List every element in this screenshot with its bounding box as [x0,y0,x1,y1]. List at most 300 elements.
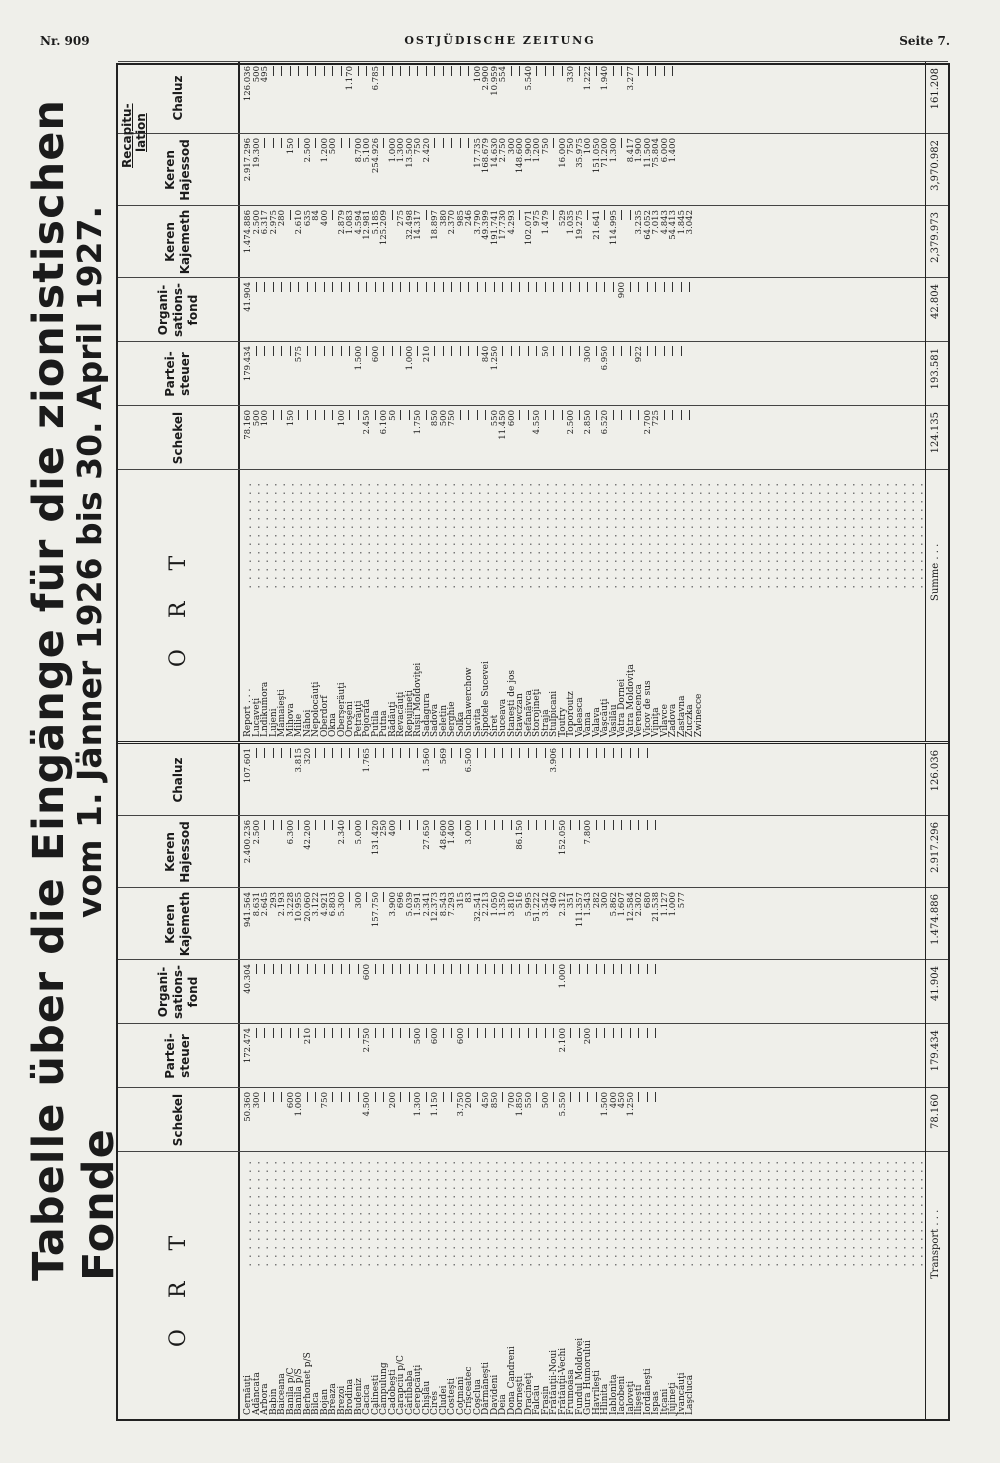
empty-dash [273,410,274,420]
values-parteisteuer [244,346,948,404]
value-cell [312,282,321,340]
value-cell [516,346,525,404]
value-cell [448,748,457,814]
empty-dash [579,1092,580,1102]
empty-dash [332,1092,333,1102]
empty-dash [341,748,342,758]
value-cell: 2.610 [294,210,304,235]
value-cell [652,66,661,132]
place-name: Milie [294,713,304,737]
value-cell [635,282,644,340]
value-cell: 5.039 [404,892,415,917]
value-cell: 3.122 [311,892,321,917]
value-cell [610,1028,619,1086]
empty-dash [434,66,435,76]
empty-dash [553,410,554,420]
empty-dash [647,346,648,356]
empty-dash [485,1028,486,1038]
empty-dash [570,282,571,292]
place-name: Havrileşti [591,1370,602,1415]
value-cell: 100 [260,410,270,427]
place-name: Vijniţa [651,707,661,737]
value-cell [338,282,347,340]
value-cell: 1.474.886 [243,210,253,254]
value-cell: 1.845 [676,210,687,235]
value-cell: 300 [583,346,593,363]
value-cell: 42.200 [302,820,313,850]
empty-dash [468,346,469,356]
value-cell [440,1028,449,1086]
place-name: Crişceatec [464,1366,474,1415]
empty-dash [519,964,520,974]
place-name: Stulpicani [549,690,559,737]
empty-dash [383,964,384,974]
value-cell [389,964,398,1022]
empty-dash [638,282,639,292]
value-cell [440,66,449,132]
empty-dash [341,282,342,292]
value-cell [652,820,661,886]
empty-dash [324,346,325,356]
empty-dash [511,820,512,830]
empty-dash [349,138,350,148]
value-cell [474,282,483,340]
value-cell: 21.641 [591,210,602,240]
empty-dash [324,820,325,830]
empty-dash [621,346,622,356]
value-cell [474,1028,483,1086]
place-name: Ispas [651,1391,661,1415]
empty-dash [358,1028,359,1038]
value-cell: 32.498 [404,210,415,240]
empty-dash [630,410,631,420]
empty-dash [511,346,512,356]
value-cell [261,346,270,404]
value-cell: 246 [464,210,474,227]
value-cell [644,346,653,404]
values-kajemeth [244,210,948,276]
value-cell [491,748,500,814]
place-name: Banila p/S [294,1368,304,1415]
value-cell: 6.300 [285,820,296,845]
value-cell: 4.594 [353,210,364,235]
value-cell: 1.500 [600,1092,610,1117]
value-cell [295,66,304,132]
empty-dash [562,410,563,420]
value-cell: 17.735 [472,138,483,168]
value-cell [431,138,440,204]
empty-dash [460,964,461,974]
empty-dash [485,410,486,420]
value-cell [576,964,585,1022]
value-cell: 300 [353,892,364,909]
value-cell: 7.013 [651,210,661,235]
value-cell [678,346,687,404]
value-cell: 125.209 [379,210,389,246]
value-cell: 554 [498,66,508,83]
value-cell [601,748,610,814]
value-cell [321,1028,330,1086]
value-cell: 1.000 [404,346,415,371]
empty-dash [451,1092,452,1102]
empty-dash [460,282,461,292]
value-cell: 150 [285,410,296,427]
empty-dash [494,748,495,758]
empty-dash [307,964,308,974]
value-cell [465,410,474,468]
empty-dash [400,820,401,830]
value-cell: 320 [302,748,313,765]
value-cell [610,346,619,404]
value-cell [261,1092,270,1150]
value-cell [533,66,542,132]
value-cell: 5.185 [370,210,381,235]
place-name: Siret [489,714,500,737]
empty-dash [511,282,512,292]
empty-dash [264,1092,265,1102]
empty-dash [400,1092,401,1102]
place-name: Babin [268,1388,279,1415]
empty-dash [638,748,639,758]
value-cell: 48.600 [438,820,449,850]
column-ort [238,469,948,741]
value-cell: 3.228 [285,892,296,917]
empty-dash [579,346,580,356]
value-cell: 900 [617,282,627,299]
column-parteisteuer [238,1023,948,1088]
place-name: Chişlău [421,1380,432,1415]
header-schekel: Schekel [118,405,238,470]
place-name: Câmpulung [379,1362,389,1415]
place-name: Falcău [532,1384,542,1415]
value-cell [431,346,440,404]
value-cell [431,66,440,132]
place-name: Deia [498,1394,508,1415]
values-organisationsfond [244,964,948,1022]
value-cell [474,964,483,1022]
value-cell [635,66,644,132]
value-cell: 1.750 [413,410,423,435]
value-cell [389,66,398,132]
value-cell: 2.879 [336,210,347,235]
value-cell [414,282,423,340]
value-cell [329,346,338,404]
value-cell [329,1028,338,1086]
value-cell: 3.810 [506,892,517,917]
value-cell: 850 [430,410,440,427]
value-cell: 11.500 [642,138,653,168]
empty-dash [315,748,316,758]
value-cell: 126.036 [243,66,253,102]
value-cell [678,282,687,340]
place-name: Okna [328,713,338,737]
value-cell [253,964,262,1022]
value-cell: 1.350 [498,892,508,917]
value-cell [304,410,313,468]
empty-dash [375,410,376,420]
value-cell [567,282,576,340]
value-cell [550,282,559,340]
empty-dash [604,282,605,292]
column-schekel [238,405,948,470]
value-cell: 2.341 [421,892,432,917]
empty-dash [630,346,631,356]
value-cell: 300 [506,138,517,155]
value-cell [482,820,491,886]
empty-dash [528,410,529,420]
empty-dash [349,820,350,830]
empty-dash [689,282,690,292]
empty-dash [383,346,384,356]
value-cell [644,66,653,132]
place-name: Arbora [260,1383,270,1415]
place-name: Sefanăvca [523,690,534,737]
empty-dash [281,1028,282,1038]
place-name: Cernăuţi [243,1375,253,1415]
header-schekel: Schekel [118,1087,238,1152]
empty-dash [477,820,478,830]
value-cell: 3.542 [540,892,551,917]
empty-dash [281,964,282,974]
value-cell: 83 [464,892,474,903]
value-cell: 6.100 [379,410,389,435]
value-cell [312,964,321,1022]
empty-dash [553,210,554,220]
place-name: Zuczka [685,704,695,737]
value-cell: 10.955 [294,892,304,922]
empty-dash [638,66,639,76]
place-name: Report . . . [243,688,253,737]
empty-dash [587,210,588,220]
empty-dash [264,346,265,356]
place-name: Pojorâta [362,699,372,737]
value-cell [372,748,381,814]
value-cell [346,1092,355,1150]
empty-dash [324,66,325,76]
value-cell: 1.127 [659,892,670,917]
value-cell [542,282,551,340]
value-cell [508,346,517,404]
value-cell [508,282,517,340]
value-cell: 18.897 [430,210,440,240]
value-cell: 1.479 [540,210,551,235]
empty-dash [324,282,325,292]
value-cell [329,748,338,814]
value-cell: 8.417 [625,138,636,163]
value-cell [457,66,466,132]
place-name: Budeniz [353,1378,364,1415]
empty-dash [392,1028,393,1038]
empty-dash [383,66,384,76]
empty-dash [587,282,588,292]
empty-dash [375,964,376,974]
value-cell: 14.630 [489,138,500,168]
value-cell: 280 [277,210,287,227]
empty-dash [536,66,537,76]
value-cell: 1.000 [294,1092,304,1117]
empty-dash [502,748,503,758]
place-name: Mihova [285,703,296,737]
header-ort: O R T [118,1151,238,1419]
empty-dash [536,282,537,292]
place-name: Seletin [438,705,449,737]
empty-dash [392,346,393,356]
fund-table [116,63,950,1421]
value-cell: 32.541 [472,892,483,922]
value-cell [312,748,321,814]
place-name: Lndikumora [260,681,270,737]
empty-dash [621,66,622,76]
value-cell [312,346,321,404]
value-cell [542,410,551,468]
value-cell [644,282,653,340]
empty-dash [426,410,427,420]
column-kajemeth [238,205,948,278]
value-cell [644,1028,653,1086]
value-cell: 1.765 [362,748,372,773]
empty-dash [570,964,571,974]
value-cell: 7.800 [583,820,593,845]
value-cell: 100 [472,66,483,83]
value-cell: 3.900 [387,892,398,917]
place-name: Vicov de sus [642,680,653,737]
place-name: Vasilău [608,704,619,737]
empty-dash [426,1092,427,1102]
empty-dash [553,282,554,292]
header-hajessod: Keren Hajessod [118,815,238,888]
value-cell [457,282,466,340]
value-cell [525,820,534,886]
value-cell [576,748,585,814]
empty-dash [443,138,444,148]
value-cell [414,964,423,1022]
value-cell [567,820,576,886]
value-cell: 200 [583,1028,593,1045]
place-name: Frasin [540,1385,551,1415]
empty-dash [579,748,580,758]
value-cell [329,282,338,340]
value-cell [584,748,593,814]
value-cell: 64.052 [642,210,653,240]
value-cell [380,346,389,404]
total-row [925,62,948,741]
value-cell [304,282,313,340]
empty-dash [647,748,648,758]
empty-dash [647,820,648,830]
value-cell [338,964,347,1022]
place-name: Bojan [319,1389,330,1415]
value-cell: 152.050 [557,820,568,856]
value-cell: 750 [319,1092,330,1109]
table-body [238,744,948,1419]
empty-dash [655,820,656,830]
empty-dash [332,1028,333,1038]
empty-dash [315,1028,316,1038]
empty-dash [502,1092,503,1102]
place-name: Staneşti de jos [506,669,517,737]
empty-dash [307,346,308,356]
value-cell [635,820,644,886]
place-name: Ivancăuţi [676,1372,687,1415]
place-name: Sadova [430,703,440,737]
value-cell [397,964,406,1022]
value-cell [457,410,466,468]
place-name: Vatra Dornei [617,678,627,737]
empty-dash [281,410,282,420]
place-name: Zastavna [676,695,687,737]
value-cell: 600 [430,1028,440,1045]
value-cell: 3.790 [472,210,483,235]
values-organisationsfond [244,282,948,340]
place-name: Iablonita [608,1374,619,1415]
value-cell [457,138,466,204]
value-cell: 10.959 [489,66,500,96]
value-cell [397,1028,406,1086]
place-name: Dorneşti [515,1375,525,1415]
value-cell: 78.160 [243,410,253,440]
empty-dash [383,748,384,758]
value-cell [380,282,389,340]
value-cell: 12.981 [362,210,372,240]
empty-dash [468,66,469,76]
empty-dash [621,820,622,830]
value-cell: 148.600 [515,138,525,174]
value-cell: 600 [285,1092,296,1109]
value-cell: 1.150 [430,1092,440,1117]
empty-dash [264,282,265,292]
value-cell: 5.862 [608,892,619,917]
place-name: Zwinecce [693,693,704,737]
value-cell: 700 [506,1092,517,1109]
value-cell [508,748,517,814]
value-cell: 2.450 [362,410,372,435]
value-cell: 151.050 [591,138,602,174]
empty-dash [655,346,656,356]
value-cell: 2.750 [498,138,508,163]
value-cell: 111.357 [574,892,585,928]
value-cell [669,282,678,340]
value-cell [542,964,551,1022]
value-cell [559,282,568,340]
empty-dash [596,346,597,356]
empty-dash [264,1028,265,1038]
value-cell [312,66,321,132]
value-cell: 12.584 [625,892,636,922]
empty-dash [417,66,418,76]
value-cell: 3.042 [685,210,695,235]
empty-dash [596,1028,597,1038]
empty-dash [511,66,512,76]
empty-dash [613,820,614,830]
empty-dash [273,964,274,974]
empty-dash [553,1092,554,1102]
values-hajessod [244,820,948,886]
value-cell [440,964,449,1022]
column-schekel [238,1087,948,1152]
value-cell [618,410,627,468]
place-name: Cadobeşti [387,1369,398,1415]
empty-dash [366,282,367,292]
value-cell: 5.540 [523,66,534,91]
left-table [118,744,948,1419]
total-chaluz: 126.036 [930,750,941,792]
empty-dash [298,410,299,420]
empty-dash [273,748,274,758]
empty-dash [341,1092,342,1102]
value-cell: 1.900 [523,138,534,163]
value-cell: 1.083 [345,210,355,235]
value-cell [372,282,381,340]
